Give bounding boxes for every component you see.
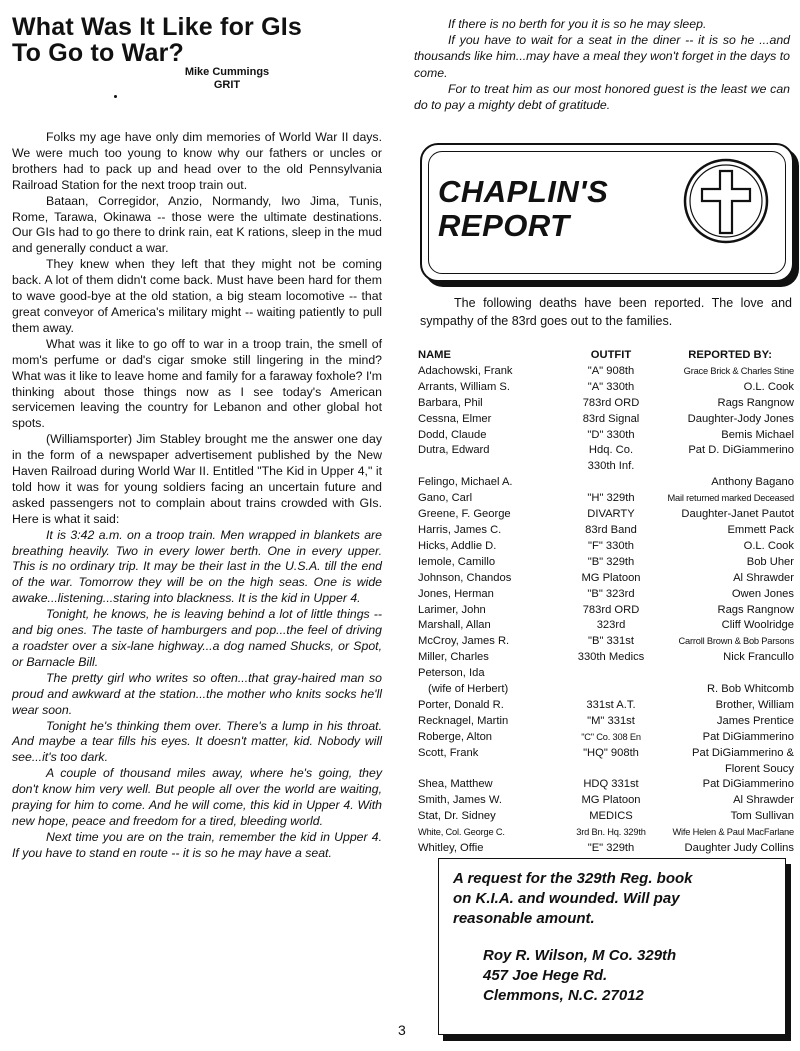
stray-dot [114, 95, 117, 98]
reported-by-cell: O.L. Cook [743, 539, 794, 552]
article-title [12, 14, 382, 66]
deceased-name: Hicks, Addlie D. [418, 539, 497, 552]
header-name: NAME [418, 349, 451, 361]
death-record-row [418, 793, 794, 809]
reported-by-cell: Bemis Michael [721, 428, 794, 441]
outfit-cell: "H" 329th [587, 492, 635, 505]
deceased-name: Iemole, Camillo [418, 555, 496, 568]
reported-by-cell: Grace Brick & Charles Stine [683, 365, 794, 376]
article-title-line2: To Go to War? [12, 39, 185, 67]
book-request-box [438, 858, 786, 1035]
deceased-name: Adachowski, Frank [418, 364, 513, 377]
death-record-row [418, 777, 794, 793]
outfit-cell: 330th Medics [577, 651, 645, 664]
deaths-table [418, 348, 794, 857]
outfit-cell [566, 682, 656, 698]
outfit-cell: "B" 323rd [587, 587, 635, 600]
death-record-row [418, 698, 794, 714]
article-continuation [414, 16, 790, 113]
deaths-table-body [418, 364, 794, 857]
deceased-name: Shea, Matthew [418, 778, 493, 791]
reported-by-cell: Mail returned marked Deceased [667, 493, 794, 504]
request-address [483, 946, 676, 1006]
reported-by-cell: Nick Francullo [723, 651, 794, 664]
death-record-row [418, 841, 794, 857]
outfit-cell: HDQ 331st [583, 778, 639, 791]
reported-by-cell: Pat D. DiGiammerino [688, 444, 794, 457]
reported-by-cell: Florent Soucy [724, 762, 794, 775]
chaplain-title-line1: CHAPLIN'S [438, 174, 609, 209]
request-line: on K.I.A. and wounded. Will pay [453, 890, 680, 907]
death-record-row [418, 555, 794, 571]
reported-by-cell: Pat DiGiammerino & [692, 746, 794, 759]
death-record-row [418, 571, 794, 587]
deceased-name: Cessna, Elmer [418, 412, 492, 425]
reported-by-cell: Owen Jones [731, 587, 794, 600]
deceased-name: Marshall, Allan [418, 619, 491, 632]
header-outfit: OUTFIT [590, 349, 632, 361]
death-record-row [418, 762, 794, 778]
outfit-cell [566, 475, 656, 491]
death-record-row [418, 746, 794, 762]
outfit-cell: MEDICS [589, 810, 633, 823]
death-record-row [418, 587, 794, 603]
deceased-name: Smith, James W. [418, 794, 502, 807]
death-record-row [418, 380, 794, 396]
reported-by-cell: Al Shrawder [733, 571, 794, 584]
author-name: Mike Cummings [184, 66, 270, 78]
outfit-cell: 83rd Signal [582, 412, 640, 425]
deceased-name [418, 459, 566, 475]
address-line: 457 Joe Hege Rd. [483, 967, 608, 984]
reported-by-cell: O.L. Cook [743, 380, 794, 393]
chaplain-report-header [420, 143, 794, 282]
continuation-paragraph: For to treat him as our most honored guest is the least we can do to pay a mighty debt of gratitude. [414, 81, 790, 113]
deceased-name: McCroy, James R. [418, 635, 510, 648]
article-paragraph: What was it like to go off to war in a troop train, the smell of mom's perfume or dad's cigar smoke still lingering in the mind? What was it like to leave home and family for a faraway foxhole? I'm thinking about those things now as I see today's American servicemen leaving the country for Lebanon and other global hot spots. [12, 336, 382, 431]
death-record-row [418, 491, 794, 507]
deceased-name: Larimer, John [418, 603, 486, 616]
article-title-line1: What Was It Like for GIs [12, 13, 303, 41]
deceased-name: Recknagel, Martin [418, 714, 509, 727]
death-record-row [418, 809, 794, 825]
outfit-cell: 783rd ORD [582, 396, 640, 409]
continuation-paragraph: If there is no berth for you it is so he may sleep. [448, 17, 707, 31]
reported-by-cell: Pat DiGiammerino [702, 778, 794, 791]
outfit-cell: 323rd [596, 619, 626, 632]
outfit-cell: "HQ" 908th [583, 746, 639, 759]
death-record-row [418, 603, 794, 619]
death-record-row [418, 396, 794, 412]
outfit-cell: MG Platoon [581, 794, 641, 807]
deceased-name: Dutra, Edward [418, 444, 490, 457]
death-record-row [418, 666, 794, 682]
address-line: Clemmons, N.C. 27012 [483, 987, 644, 1004]
deceased-name: Dodd, Claude [418, 428, 487, 441]
outfit-cell: "B" 331st [588, 635, 634, 648]
reported-by-cell: Carroll Brown & Bob Parsons [678, 636, 794, 647]
reported-by-cell: Tom Sullivan [730, 810, 794, 823]
outfit-cell [566, 762, 656, 778]
deceased-name: Johnson, Chandos [418, 571, 512, 584]
death-record-row [418, 412, 794, 428]
deceased-name: Jones, Herman [418, 587, 494, 600]
deceased-name: Porter, Donald R. [418, 698, 504, 711]
reported-by-cell: Rags Rangnow [717, 396, 794, 409]
article-paragraph: Tonight he's thinking them over. There's a lump in his throat. And maybe a tear fills his eyes. It doesn't matter, kid. Nobody will see...it's too dark. [12, 718, 382, 765]
byline [72, 66, 382, 92]
deceased-name: Peterson, Ida [418, 667, 485, 680]
death-record-row [418, 507, 794, 523]
reported-by-cell: Rags Rangnow [717, 603, 794, 616]
outfit-cell: MG Platoon [581, 571, 641, 584]
request-line: A request for the 329th Reg. book [453, 870, 693, 887]
chaplain-report-title [438, 175, 608, 243]
outfit-cell: 83rd Band [585, 523, 637, 536]
death-record-row [418, 730, 794, 746]
reported-by-cell: James Prentice [716, 714, 794, 727]
article-paragraph: It is 3:42 a.m. on a troop train. Men wrapped in blankets are breathing heavily. Two in every lower berth. One in every upper. This is no ordinary trip. It may be their last in the U.S.A. till the end of the war. Tomorrow they will be on the high seas. One is wide awake...listening...staring into blackness. It is the kid in Upper 4. [12, 527, 382, 606]
reported-by-cell: Wife Helen & Paul MacFarlane [672, 827, 794, 838]
article-body [12, 130, 382, 862]
deaths-table-header [418, 348, 794, 364]
cross-icon [682, 157, 770, 245]
article-paragraph: Tonight, he knows, he is leaving behind a lot of little things -- and big ones. The taste of hamburgers and pop...the feel of driving a roadster over a six-lane highway...a dog named Shucks, or Spot, or Barnacle Bill. [12, 607, 382, 669]
reported-by-cell: Bob Uher [746, 555, 794, 568]
death-record-row [418, 443, 794, 459]
reported-by-cell: Daughter Judy Collins [684, 842, 794, 855]
outfit-cell: "D" 330th [587, 428, 635, 441]
header-reported-by: REPORTED BY: [688, 349, 772, 361]
deceased-name: Whitley, Offie [418, 842, 484, 855]
page-number: 3 [398, 1022, 406, 1038]
article-paragraph: Next time you are on the train, remember the kid in Upper 4. If you have to stand en route -- it is so he may have a seat. [12, 829, 382, 860]
death-record-row [418, 475, 794, 491]
request-line: reasonable amount. [453, 910, 595, 927]
outfit-cell: DIVARTY [587, 508, 635, 521]
outfit-cell: Hdq. Co. [588, 444, 634, 457]
outfit-cell: 331st A.T. [586, 698, 636, 711]
reported-by-cell: Anthony Bagano [711, 476, 794, 489]
request-text [453, 869, 783, 929]
address-line: Roy R. Wilson, M Co. 329th [483, 947, 677, 964]
outfit-cell: "A" 908th [587, 364, 635, 377]
deceased-name: Barbara, Phil [418, 396, 483, 409]
article-column [12, 14, 382, 862]
death-record-row [418, 618, 794, 634]
article-paragraph: A couple of thousand miles away, where he's going, they don't know him very well. But people all over the world are waiting, praying for him to come. And he will come, this kid in Upper 4. With new hope, peace and freedom for a tired, bleeding world. [12, 766, 382, 828]
outfit-cell: 330th Inf. [587, 460, 635, 473]
deaths-intro: The following deaths have been reported. The love and sympathy of the 83rd goes out to the families. [420, 296, 792, 328]
deceased-name: Miller, Charles [418, 651, 489, 664]
article-paragraph: Folks my age have only dim memories of World War II days. We were much too young to know why our fathers or uncles or brothers had to pack up and head over to the old Pennsylvania Railroad Station for the next troop train out. [12, 130, 382, 192]
outfit-cell: 783rd ORD [582, 603, 640, 616]
article-paragraph: (Williamsporter) Jim Stabley brought me the answer one day in the form of a newspaper advertisement published by the New Haven Railroad during World War II. Entitled "The Kid in Upper 4," it told how it was for young soldiers facing an uncertain future and asked passengers not to complain about trains crowded with GIs. Here is what it said: [12, 432, 382, 526]
article-paragraph: Bataan, Corregidor, Anzio, Normandy, Iwo Jima, Tunis, Rome, Tarawa, Okinawa -- those were the ultimate destinations. Our GIs had to go there to drink rain, eat K rations, sleep in the mud and generally conduct a war. [12, 193, 382, 256]
continuation-paragraph: If you have to wait for a seat in the diner -- it is so he ...and thousands like him...may have a meal they won't forget in the days to come. [414, 33, 790, 80]
deceased-name [418, 762, 566, 778]
reported-by-cell: R. Bob Whitcomb [706, 683, 794, 696]
reported-by-cell: Daughter-Janet Pautot [681, 508, 794, 521]
outfit-cell: "A" 330th [587, 380, 635, 393]
reported-by-cell: Cliff Woolridge [721, 619, 794, 632]
reported-by-cell: Emmett Pack [727, 523, 794, 536]
death-record-row [418, 682, 794, 698]
outfit-cell: "C" Co. 308 En [581, 731, 641, 742]
outfit-cell: "E" 329th [587, 842, 635, 855]
death-record-row [418, 650, 794, 666]
deceased-name: White, Col. George C. [418, 827, 505, 838]
death-record-row [418, 825, 794, 841]
deceased-name: Felingo, Michael A. [418, 476, 513, 489]
deceased-name: Stat, Dr. Sidney [418, 810, 496, 823]
reported-by-cell: Pat DiGiammerino [702, 730, 794, 743]
deceased-name: Scott, Frank [418, 746, 479, 759]
reported-by-cell [656, 666, 794, 682]
deceased-name: Roberge, Alton [418, 730, 493, 743]
reported-by-cell [656, 459, 794, 475]
deceased-name: Gano, Carl [418, 492, 473, 505]
deceased-name: Harris, James C. [418, 523, 502, 536]
source-name: GRIT [213, 79, 241, 91]
death-record-row [418, 459, 794, 475]
death-record-row [418, 523, 794, 539]
outfit-cell: 3rd Bn. Hq. 329th [576, 827, 646, 838]
death-record-row [418, 428, 794, 444]
reported-by-cell: Brother, William [715, 698, 794, 711]
outfit-cell: "M" 331st [587, 714, 635, 727]
outfit-cell: "B" 329th [587, 555, 635, 568]
death-record-row [418, 714, 794, 730]
article-paragraph: The pretty girl who writes so often...that gray-haired man so proud and awkward at the station...the mother who knits socks he'll wear soon. [12, 670, 382, 717]
deceased-name: Greene, F. George [418, 508, 511, 521]
death-record-row [418, 539, 794, 555]
reported-by-cell: Al Shrawder [733, 794, 794, 807]
deceased-name: (wife of Herbert) [428, 683, 509, 696]
reported-by-cell: Daughter-Jody Jones [687, 412, 794, 425]
outfit-cell [566, 666, 656, 682]
outfit-cell: "F" 330th [588, 539, 634, 552]
deceased-name: Arrants, William S. [418, 380, 510, 393]
death-record-row [418, 634, 794, 650]
article-paragraph: They knew when they left that they might not be coming back. A lot of them didn't come back. Must have been hard for them to wave good-bye at the old station, a big steam locomotive -- that great conveyor of America's military might -- waiting patiently to pull them away. [12, 257, 382, 335]
death-record-row [418, 364, 794, 380]
chaplain-title-line2: REPORT [438, 208, 570, 243]
